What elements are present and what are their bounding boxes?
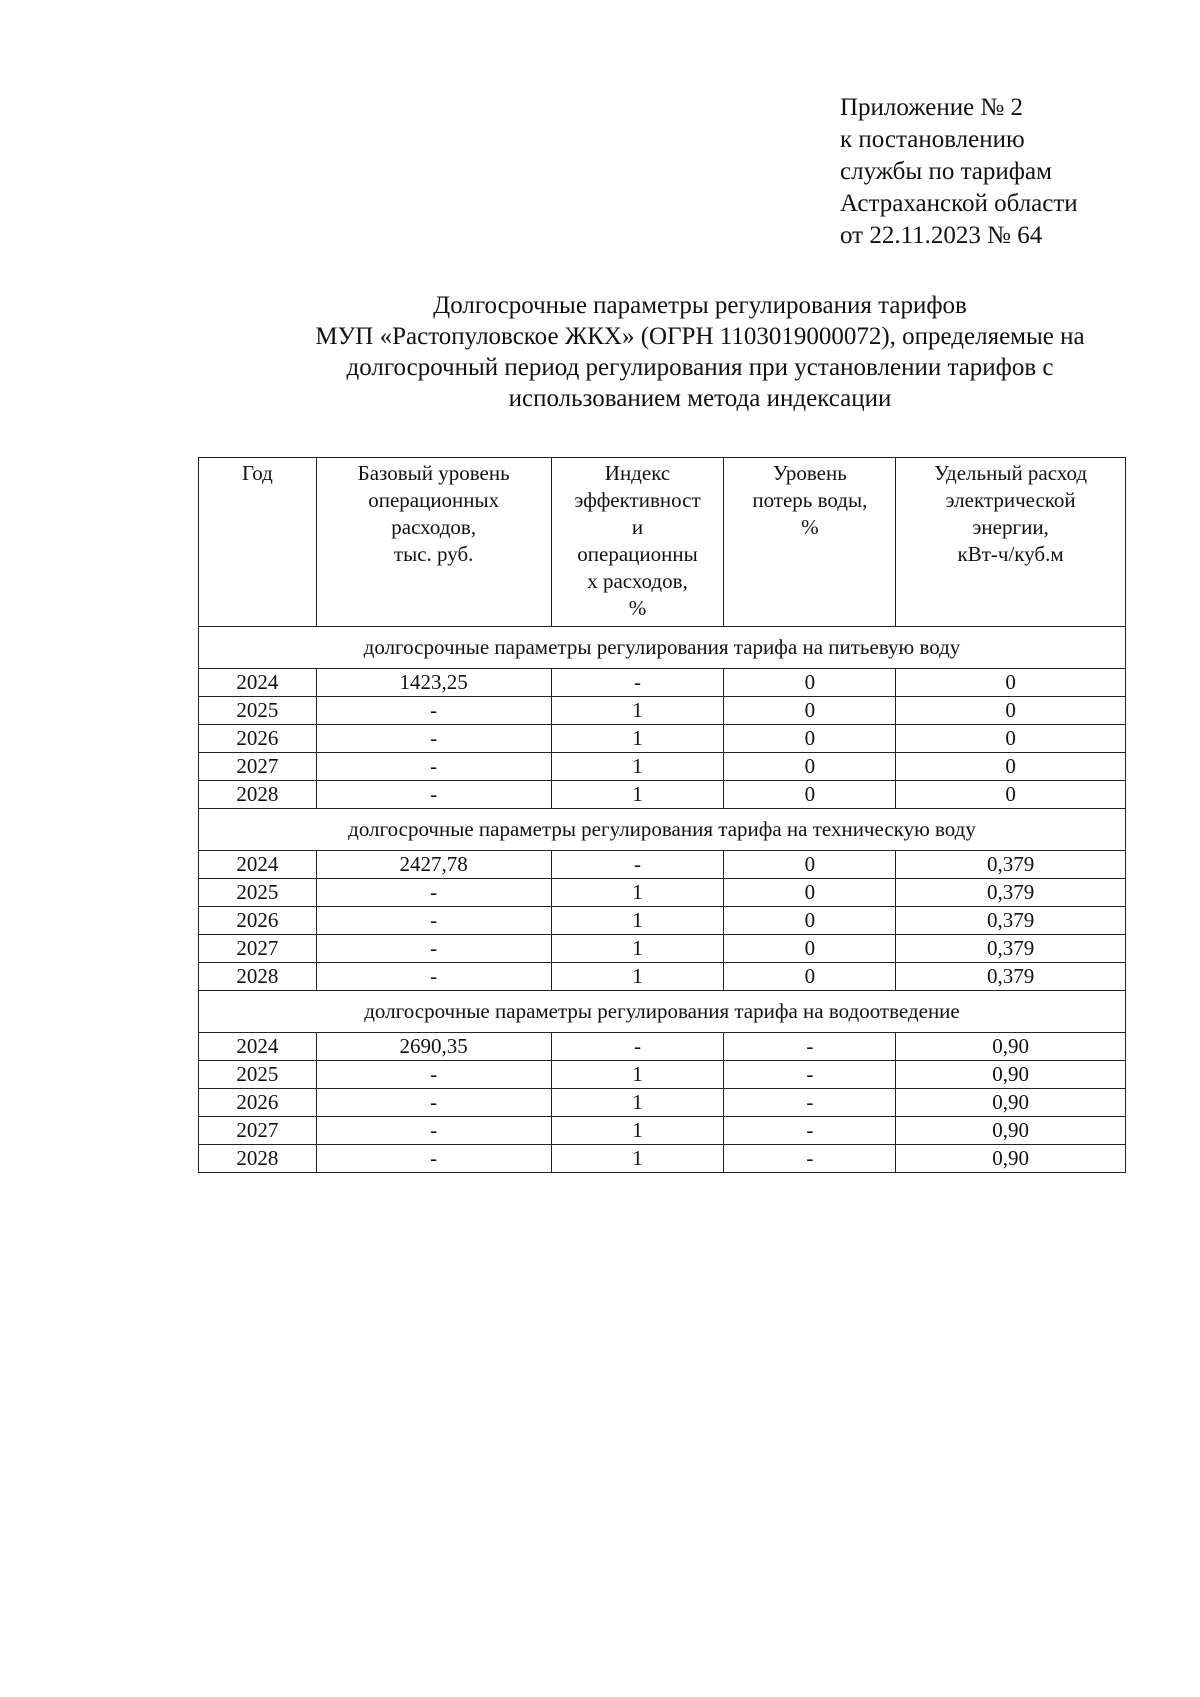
section-title: долгосрочные параметры регулирования тарифа на техническую воду — [199, 809, 1126, 851]
table-row — [199, 1061, 1126, 1089]
header-text: тыс. руб. — [393, 542, 474, 566]
header-text: % — [628, 596, 647, 620]
table-cell: 1 — [551, 935, 724, 963]
table-cell: - — [724, 1061, 896, 1089]
table-cell: 0,379 — [896, 879, 1126, 907]
table-cell: 0 — [896, 697, 1126, 725]
header-text: Удельный расход — [934, 461, 1088, 485]
header-text: Уровень — [772, 461, 847, 485]
header-water-loss — [724, 458, 896, 627]
header-text: энергии, — [972, 515, 1049, 539]
header-text: х расходов, — [587, 569, 688, 593]
table-row — [199, 907, 1126, 935]
table-cell: 0,90 — [896, 1061, 1126, 1089]
table-cell: 0 — [724, 753, 896, 781]
header-text: Год — [241, 461, 273, 485]
header-text: эффективност — [574, 488, 701, 512]
table-row — [199, 753, 1126, 781]
table-row — [199, 963, 1126, 991]
appendix-line: Приложение № 2 — [840, 94, 1024, 121]
section-row — [199, 991, 1126, 1033]
table-cell: 0 — [724, 781, 896, 809]
table-cell: 1 — [551, 725, 724, 753]
table-cell: - — [724, 1089, 896, 1117]
table-row — [199, 781, 1126, 809]
table-cell: 1 — [551, 1145, 724, 1173]
table-cell: - — [316, 935, 551, 963]
table-cell: - — [724, 1145, 896, 1173]
table-row — [199, 1117, 1126, 1145]
title-line: Долгосрочные параметры регулирования тарифов — [433, 292, 967, 319]
table-cell: 0 — [724, 697, 896, 725]
table-cell: - — [316, 1089, 551, 1117]
header-text: операционных — [368, 488, 500, 512]
title-line: использованием метода индексации — [508, 385, 892, 412]
table-cell: 0 — [724, 725, 896, 753]
table-cell: - — [551, 851, 724, 879]
table-cell: 1 — [551, 1061, 724, 1089]
table-cell: 0,90 — [896, 1145, 1126, 1173]
table-cell: 1 — [551, 1089, 724, 1117]
table-cell: 0 — [724, 907, 896, 935]
table-cell: 0 — [724, 935, 896, 963]
table-cell: 2027 — [199, 1117, 317, 1145]
table-cell: - — [316, 753, 551, 781]
table-cell: 1423,25 — [316, 669, 551, 697]
table-cell: 0 — [724, 879, 896, 907]
table-cell: 0 — [724, 851, 896, 879]
table-cell: 1 — [551, 907, 724, 935]
table-row — [199, 851, 1126, 879]
table-cell: 1 — [551, 753, 724, 781]
header-year — [199, 458, 317, 627]
table-cell: 2027 — [199, 935, 317, 963]
table-row — [199, 697, 1126, 725]
header-text: % — [801, 515, 819, 539]
table-cell: - — [551, 669, 724, 697]
table-cell: 0,90 — [896, 1089, 1126, 1117]
section-title: долгосрочные параметры регулирования тарифа на водоотведение — [199, 991, 1126, 1033]
header-text: Индекс — [604, 461, 671, 485]
table-cell: 2027 — [199, 753, 317, 781]
header-text: и — [631, 515, 644, 539]
table-cell: - — [316, 1061, 551, 1089]
header-text: потерь воды, — [752, 488, 868, 512]
appendix-line: Астраханской области — [840, 190, 1078, 217]
table-cell: 0,90 — [896, 1033, 1126, 1061]
table-cell: 2024 — [199, 1033, 317, 1061]
table-row — [199, 1145, 1126, 1173]
table-cell: 0 — [724, 669, 896, 697]
table-cell: 2025 — [199, 1061, 317, 1089]
table-cell: 2024 — [199, 851, 317, 879]
table-cell: 1 — [551, 1117, 724, 1145]
table-cell: 2690,35 — [316, 1033, 551, 1061]
document-title — [200, 290, 1200, 414]
table-cell: 1 — [551, 963, 724, 991]
table-cell: 2024 — [199, 669, 317, 697]
table-cell: 2026 — [199, 1089, 317, 1117]
table-cell: - — [316, 1117, 551, 1145]
table-cell: - — [724, 1033, 896, 1061]
table-cell: 0 — [896, 781, 1126, 809]
parameters-table — [198, 457, 1126, 1173]
table-cell: 2026 — [199, 907, 317, 935]
table-cell: - — [316, 907, 551, 935]
table-cell: 0,379 — [896, 935, 1126, 963]
header-row — [199, 458, 1126, 627]
appendix-reference — [840, 92, 1078, 252]
header-text: Базовый уровень — [357, 461, 510, 485]
table-cell: 2025 — [199, 879, 317, 907]
table-cell: - — [316, 1145, 551, 1173]
table-cell: 0 — [896, 725, 1126, 753]
table-row — [199, 879, 1126, 907]
header-energy-consumption — [896, 458, 1126, 627]
header-text: операционны — [577, 542, 698, 566]
table-cell: - — [316, 697, 551, 725]
section-row — [199, 809, 1126, 851]
table-cell: - — [551, 1033, 724, 1061]
header-text: расходов, — [391, 515, 477, 539]
appendix-line: от 22.11.2023 № 64 — [840, 222, 1043, 249]
table-cell: 1 — [551, 879, 724, 907]
table-cell: - — [316, 963, 551, 991]
table-cell: 0,379 — [896, 963, 1126, 991]
section-title: долгосрочные параметры регулирования тарифа на питьевую воду — [199, 627, 1126, 669]
table-cell: - — [316, 879, 551, 907]
table-cell: - — [316, 781, 551, 809]
table-cell: 1 — [551, 781, 724, 809]
appendix-line: к постановлению — [840, 126, 1025, 153]
table-row — [199, 725, 1126, 753]
table-cell: 2028 — [199, 963, 317, 991]
title-line: МУП «Растопуловское ЖКХ» (ОГРН 1103019000072), определяемые на — [315, 323, 1085, 350]
table-cell: - — [316, 725, 551, 753]
table-row — [199, 669, 1126, 697]
table-cell: 0 — [724, 963, 896, 991]
table-cell: 2028 — [199, 1145, 317, 1173]
table-row — [199, 935, 1126, 963]
table-cell: - — [724, 1117, 896, 1145]
table-cell: 2025 — [199, 697, 317, 725]
table-cell: 2427,78 — [316, 851, 551, 879]
table-cell: 0,90 — [896, 1117, 1126, 1145]
table-cell: 2026 — [199, 725, 317, 753]
title-line: долгосрочный период регулирования при установлении тарифов с — [346, 354, 1054, 381]
table-cell: 0 — [896, 669, 1126, 697]
section-row — [199, 627, 1126, 669]
header-efficiency-index — [551, 458, 724, 627]
header-text: электрической — [945, 488, 1076, 512]
table-row — [199, 1089, 1126, 1117]
table-cell: 0 — [896, 753, 1126, 781]
header-base-opex — [316, 458, 551, 627]
table-cell: 0,379 — [896, 907, 1126, 935]
table-body — [199, 627, 1126, 1173]
header-text: кВт-ч/куб.м — [957, 542, 1064, 566]
appendix-line: службы по тарифам — [840, 158, 1052, 185]
table-cell: 0,379 — [896, 851, 1126, 879]
table-row — [199, 1033, 1126, 1061]
table-cell: 1 — [551, 697, 724, 725]
table-cell: 2028 — [199, 781, 317, 809]
